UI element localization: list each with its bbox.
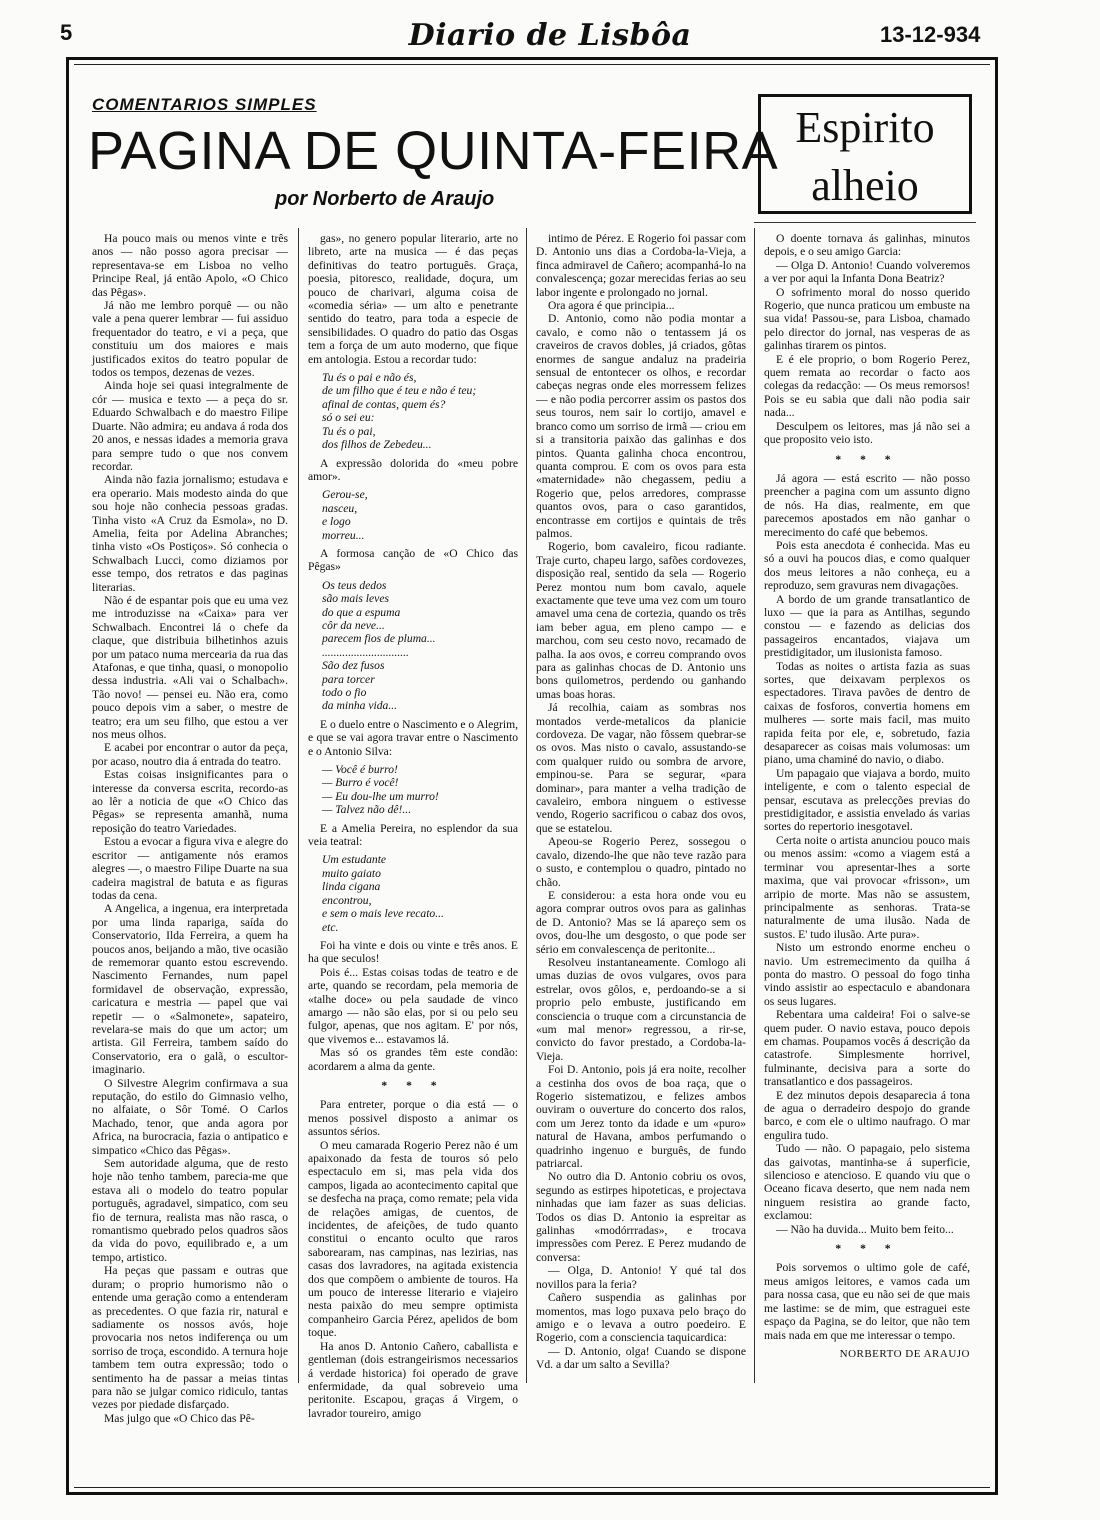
newspaper-title: Diario de Lisbôa (408, 18, 692, 53)
verse-line: — Eu dou-lhe um murro! (322, 789, 439, 803)
verse-line: de um filho que é teu e não é teu; (322, 384, 477, 398)
verse-line: Gerou-se, (322, 488, 368, 502)
verse-line: Um estudante (322, 853, 387, 867)
paragraph: — Olga D. Antonio! Cuando volveremos a ver por aqui la Infanta Dona Beatriz? (764, 258, 970, 286)
paragraph: Ha anos D. Antonio Cañero, caballista e gentleman (dois estrangeirismos necessarios á verdade historica) foi operado de grave enfermidade, da qual sobreveio uma peritonite. Escapou, graças á Virgem, o lavrador toureiro, amigo (308, 1339, 518, 1420)
paragraph: Já não me lembro porquê — ou não vale a pena querer lembrar — fui assiduo frequentador do teatro, e vi a peça, que constituiu um dos maiores e mais justificados exitos do teatro popular de todos os tempos, dezenas de vezes. (92, 299, 288, 380)
paragraph: A Angelica, a ingenua, era interpretada por uma linda rapariga, saída do Conservatorio, Ilda Ferreira, a quem ha poucos anos, beijando a mão, tive ocasião de rememorar quanto estou escrevendo. Nascimento Fernandes, num papel formidavel de observação, expressão, caricatura e mestria — papel que vai repetir — o «Salmonete», sapateiro, revelara-se mais do que um actor; um artista. Gil Ferreira, tambem saído do Conservatorio, era o galã, o escultor-imaginario. (92, 902, 288, 1077)
paragraph: Tudo — não. O papagaio, pelo sistema das gaivotas, mantinha-se á superficie, silencioso e atencioso. E quando viu que o Oceano ficava deserto, que nem nada nem ninguem resistira ao grande facto, exclamou: (764, 1142, 970, 1223)
verse-line: etc. (322, 920, 339, 934)
verse-line: só o sei eu: (322, 411, 375, 425)
verse-line: para torcer (322, 672, 375, 686)
paragraph: Sem autoridade alguma, que de resto hoje não tenho tambem, parecia-me que estava ali o modelo do teatro popular português, agradavel, simpatico, com seu fio de ternura, realista mas não rasca, o romantismo quebrado pelos quadros sãos da vida do povo, equilibrado e, a um tempo, artistico. (92, 1157, 288, 1264)
paragraph: gas», no genero popular literario, arte no libreto, arte na musica — é das peças definitivas do teatro português. Graça, poesia, pitoresco, realidade, doçura, um pouco de charivari, alguma coisa de «comedia séria» — um alto e penetrante sentido do teatro, para toda a especie de sensibilidades. O quadro do patio das Osgas tem a força de um auto moderno, que fique em antologia. Estou a recordar tudo: (308, 232, 518, 366)
verse-block (322, 763, 518, 817)
verse-line: morreu... (322, 528, 365, 542)
section-separator: * * * (381, 1078, 445, 1092)
verse-line: são mais leves (322, 592, 389, 606)
paragraph: Ora agora é que principia... (548, 299, 675, 313)
paragraph: Pois esta anecdota é conhecida. Mas eu só a ouvi ha poucos dias, e como qualquer dos meus leitores a não conheça, eu a reproduzo, sem gravuras nem divagações. (764, 538, 970, 593)
paragraph: Foi D. Antonio, pois já era noite, recolher a cestinha dos ovos de boa raça, que o Rogerio sistematizou, e felizes ambos ouviram o ouverture do concerto dos ralos, com um Jerez tonto da idade e um «puro» natural de Havana, ambos perfumando o quadrinho ingenuo e burguês, de fundo patriarcal. (536, 1063, 746, 1171)
verse-line: do que a espuma (322, 605, 401, 619)
verse-line: nasceu, (322, 501, 358, 515)
paragraph: Ha pouco mais ou menos vinte e três anos — não posso agora precisar — representava-se em Lisboa no velho Principe Real, já então Apolo, «O Chico das Pêgas». (92, 232, 288, 299)
paragraph: Não é de espantar pois que eu uma vez me introduzisse na «Caixa» para ver Schwalbach. Encontrei lá o chefe da claque, que distribuia bilhetinhos azuis por um pataco numa mercearia da rua das Atafonas, e que tinha, quasi, o monopolio dessa industria. «Ali vai o Schalbach». Tão novo! — pensei eu. Não era, como pouco depois vim a saber, o mestre de teatro; era um seu filho, que estou a ver nos meus olhos. (92, 593, 288, 742)
paragraph: O Silvestre Alegrim confirmava a sua reputação, do estilo do Gimnasio velho, no alfaiate, o Sôr Tomé. O Carlos Machado, tenor, que anda agora por Africa, na burocracia, fazia o antipatico e simpatico «Chico das Pêgas». (92, 1076, 288, 1157)
paragraph: Ha peças que passam e outras que duram; o proprio humorismo não o entende uma geração como a entenderam as precedentes. O que fazia rir, natural e sadiamente os nossos avós, hoje provocaria nos netos indiferença ou um sorriso de troça, escondido. A ternura hoje tambem tem outra expressão; todo o sentimento ha de passar a meias tintas para não se julgar comico ridiculo, tantas vezes por piedade disfarçado. (92, 1264, 288, 1412)
paragraph: O doente tornava ás galinhas, minutos depois, e o seu amigo Garcia: (764, 232, 970, 259)
paragraph: Já agora — está escrito — não posso preencher a pagina com um assunto digno de nós. Ha dias, realmente, em que parecemos apostados em não ganhar o merecimento do café que bebemos. (764, 471, 970, 539)
column-rule (526, 228, 527, 1383)
paragraph: — Não ha duvida... Muito bem feito... (776, 1222, 954, 1236)
paragraph: No outro dia D. Antonio cobriu os ovos, segundo as estirpes hipoteticas, e projectava ninhadas que iam fazer as suas delicias. Todos os dias D. Antonio ia espreitar as galinhas «modórrradas», e trocava impressões com Perez. E Perez mudando de conversa: (536, 1170, 746, 1264)
page-number: 5 (60, 20, 73, 45)
paragraph: Já recolhia, caiam as sombras nos montados verde-metalicos da planicie cordoveza. De vagar, não fôssem quebrar-se os ovos. Mas nisto o cavalo, assustando-se com qualquer ruido ou sombra de arvore, empinou-se. Para se segurar, «para dominar», para manter a velha tradição de cavaleiro, embora ninguem o estivesse vendo, Rogerio sacrificou o cabaz dos ovos, que se estatelou. (536, 701, 746, 835)
paragraph: A formosa canção de «O Chico das Pêgas» (308, 546, 518, 574)
issue-date: 13-12-934 (880, 22, 981, 47)
verse-block (322, 488, 518, 542)
article-column-3 (536, 232, 746, 1390)
verse-line: Tu és o pai, (322, 424, 376, 438)
verse-line: côr da neve... (322, 618, 385, 632)
paragraph: intimo de Pérez. E Rogerio foi passar com D. Antonio uns dias a Cordoba-la-Vieja, a finca admiravel de Cañero; acompanhá-lo na convalescença; gozar merecidas ferias ao seu labor ingente e prolongado no jornal. (536, 232, 746, 299)
paragraph: A bordo de um grande transatlantico de luxo — que ia para as Antilhas, segundo constou — e fazendo as delicias dos passageiros encantados, viajava um prestidigitador, um ilusionista famoso. (764, 592, 970, 660)
paragraph: Estas coisas insignificantes para o interesse da conversa escrita, recordo-as ao lêr a noticia de que «O Chico das Pêgas» se representa amanhã, numa reposição do teatro Variedades. (92, 768, 288, 835)
paragraph: Rogerio, bom cavaleiro, ficou radiante. Traje curto, chapeu largo, safões cordovezes, disposição real, sentido da sela — Rogerio Perez montou num bom cavalo, aquele exactamente que teve uma vez com um touro amavel uma cena de cortezia, quando os três iam beber agua, em pleno campo — e marchou, com seu cesto novo, recamado de palha. Ia aos ovos, e correu comprando ovos para as galinhas chocas de D. Antonio uns bons quilometros, perdendo ou ganhando umas boas horas. (536, 540, 746, 701)
verse-line: — Talvez não dê!... (322, 803, 412, 817)
author-signature: NORBERTO DE ARAUJO (839, 1347, 970, 1360)
verse-line: .............................. (322, 645, 409, 659)
article-byline: por Norberto de Araujo (275, 188, 495, 210)
section-separator: * * * (835, 1242, 899, 1256)
paragraph: Pois sorvemos o ultimo gole de café, meus amigos leitores, e vamos cada um para nossa casa, que eu não sei de que mais me lastime: se de mim, que estraguei este espaço da Pagina, se do leitor, que não tem mais nada em que me interessar o tempo. (764, 1261, 970, 1342)
paragraph: O sofrimento moral do nosso querido Rogerio, que nunca praticou um embuste na sua vida! Passou-se, para Lisboa, chamado pelo director do jornal, nas vesperas de as galinhas tirarem os pintos. (764, 285, 970, 353)
verse-line: — Você é burro! (322, 763, 398, 777)
article-column-1 (92, 232, 288, 1425)
verse-line: muito gaiato (322, 866, 381, 880)
paragraph: Ainda hoje sei quasi integralmente de cór — musica e texto — a peça do sr. Eduardo Schwalbach e do maestro Filipe Duarte. Não admira; eu andava á roda dos 20 anos, e nessas idades a memoria grava para sempre tudo o que nos convem recordar. (92, 379, 288, 473)
paragraph: — D. Antonio, olga! Cuando se dispone Vd. a dar um salto a Sevilla? (536, 1344, 746, 1372)
verse-block (322, 853, 518, 933)
paragraph: Desculpem os leitores, mas já não sei a que proposito veio isto. (764, 419, 970, 447)
paragraph: E dez minutos depois desaparecia á tona de agua o derradeiro despojo do grande barco, e com ele o ultimo naufrago. O mar engulira tudo. (764, 1088, 970, 1142)
article-column-2 (308, 232, 519, 1420)
paragraph: Nisto um estrondo enorme encheu o navio. Um estremecimento da quilha á ponta do mastro. O pessoal do fogo tinha vindo assistir ao espectaculo e abandonara os seus lugares. (764, 941, 970, 1008)
verse-line: afinal de contas, quem és? (322, 397, 446, 411)
sidebar-title-line-2: alheio (811, 161, 919, 210)
verse-line: Tu és o pai e não és, (322, 371, 417, 385)
verse-line: da minha vida... (322, 699, 398, 713)
sidebar-column (764, 232, 970, 1390)
verse-line: parecem fios de pluma... (322, 632, 436, 646)
paragraph: — Olga, D. Antonio! Y qué tal dos novillos para la feria? (536, 1264, 746, 1291)
paragraph: Estou a evocar a figura viva e alegre do escritor — antigamente nós eramos alegres —, o maestro Filipe Duarte na sua cadeira magistral de batuta e as figuras todas da cena. (92, 835, 288, 902)
paragraph: Mas julgo que «O Chico das Pê- (104, 1411, 255, 1425)
paragraph: Foi ha vinte e dois ou vinte e três anos. E ha que seculos! (308, 938, 518, 966)
paragraph: E o duelo entre o Nascimento e o Alegrim, e que se vai agora travar entre o Nascimento e o Antonio Silva: (308, 717, 519, 758)
verse-line: e sem o mais leve recato... (322, 907, 444, 921)
paragraph: O meu camarada Rogerio Perez não é um apaixonado da festa de touros só pelo espectaculo em si, mas pela vida dos campos, ligada ao acontecimento capital que se desfecha na praça, como remate; pela vida de relações amigas, de cuentos, de incidentes, de afeições, de tudo quanto constitui o encanto oculto que raros saborearam, nas campinas, nas lezirias, nas casas dos lavradores, na agitada existencia dos que compõem o ambiente de touros. Ha um pouco de interesse literario e viajeiro nesta paixão do meu sempre optimista companheiro Garcia Pérez, apelidos de bom toque. (308, 1138, 518, 1340)
paragraph: E é ele proprio, o bom Rogerio Perez, quem remata ao recordar o facto aos colegas da redacção: — Os meus remorsos! Pois se eu sabia que dali não podia sair nada... (764, 352, 970, 420)
verse-block (322, 371, 518, 451)
paragraph: Para entreter, porque o dia está — o menos possivel disposto a animar os assuntos sérios. (308, 1098, 518, 1139)
paragraph: Apeou-se Rogerio Perez, sossegou o cavalo, dizendo-lhe que não teve razão para o susto, e contemplou o quadro, pintado no chão. (536, 835, 746, 889)
verse-line: Os teus dedos (322, 578, 387, 592)
verse-line: linda cigana (322, 880, 381, 894)
paragraph: D. Antonio, como não podia montar a cavalo, e como não o tentassem já os craveiros de cravos dobles, já criados, gôtas enormes de sangue andaluz na pradeiria sensual de entontecer os olhos, e recordar cabeças negras onde eles morressem felizes — e não podia percorrer assim os pastos dos seus touros, nem sair lo cortijo, amavel e branco como um sorriso de irmã — criou em si a transitoria paixão das galinhas e dos pintos. Quanta galinha choca encontrou, quanta comprou. E com os ovos para esta «maternidade» não chegassem, pediu a Rogerio que, pelos arredores, comprasse quantos ovos, para o caso garantidos, encontrasse em cortijos e quintais de três palmos. (536, 312, 746, 540)
verse-line: — Burro é você! (322, 776, 399, 790)
paragraph: Rebentara uma caldeira! Foi o salve-se quem puder. O navio estava, pouco depois em chamas. Poupamos vocês á descrição da catastrofe. Simplesmente horrivel, fulminante, decisiva para a sorte do transatlantico e dos passageiros. (764, 1008, 970, 1089)
top-rule (74, 64, 990, 65)
verse-block (322, 579, 518, 713)
verse-line: São dez fusos (322, 659, 385, 673)
paragraph: Mas só os grandes têm este condão: acordarem a alma da gente. (308, 1046, 518, 1073)
verse-line: e logo (322, 515, 351, 529)
paragraph: Ainda não fazia jornalismo; estudava e era operario. Mais modesto ainda do que sou hoje não conhecia pessoas gradas. Tinha visto «A Cruz da Esmola», no D. Amelia, feita por Adelina Abranches; tinha visto «Os Postiços». Só conhecia o Schwalbach Lucci, como diziamos por esse tempo, dos retratos e das paginas literarias. (92, 473, 288, 594)
verse-line: todo o fio (322, 686, 367, 699)
paragraph: Todas as noites o artista fazia as suas sortes, que deixavam perplexos os espectadores. Tirava pavões de dentro de caixas de fosforos, convertia homens em mulheres — sorte mais facil, mas muito rapida feita por ele, e, sobretudo, fazia desaparecer as coisas mais volumosas: um piano, uma chaminé do navio, o diabo. (764, 659, 970, 767)
section-separator: * * * (835, 452, 899, 466)
bottom-rule (74, 1487, 990, 1488)
paragraph: E a Amelia Pereira, no esplendor da sua veia teatral: (308, 821, 518, 849)
column-rule (754, 228, 755, 1383)
paragraph: Pois é... Estas coisas todas de teatro e de arte, quando se recordam, pela memoria de «talhe doce» ou pela saudade de vinco amargo — não são elas, por si ou pelo seu fulgor, apenas, que nos agitam. E' por nós, que vivemos e... estavamos lá. (308, 965, 518, 1046)
paragraph: E considerou: a esta hora onde vou eu agora comprar outros ovos para as galinhas de D. Antonio? Mas se lá apareço sem os ovos, dou-lhe um desgosto, o que pode ser sério em convalescença de peritonite... (536, 888, 746, 956)
paragraph: Um papagaio que viajava a bordo, muito inteligente, e com o talento especial de pensar, escutava as prelecções previas do prestidigitador, e assistia envelado ás varias sortes do repertorio inesgotavel. (764, 766, 970, 834)
paragraph: E acabei por encontrar o autor da peça, por acaso, noutro dia á entrada do teatro. (92, 741, 288, 768)
paragraph: Cañero suspendia as galinhas por momentos, mas logo puxava pelo braço do amigo e o levava a outro poedeiro. E Rogerio, com a consciencia taquicardica: (536, 1291, 746, 1345)
paragraph: Resolveu instantaneamente. Comlogo ali umas duzias de ovos vulgares, ovos para estrelar, ovos gôlos, e, perdoando-se a si proprio pelo embuste, justificando em consciencia o truque com a circunstancia de «um mal menor» regressou, a rir-se, convicto do favor prestado, a Cordoba-la-Vieja. (536, 955, 746, 1063)
article-headline: PAGINA DE QUINTA-FEIRA (88, 121, 779, 181)
sidebar-rule (754, 222, 976, 223)
verse-line: encontrou, (322, 893, 372, 907)
sidebar-title-box (758, 94, 972, 214)
verse-line: dos filhos de Zebedeu... (322, 438, 432, 452)
column-rule (298, 228, 299, 1383)
section-kicker: COMENTARIOS SIMPLES (92, 95, 317, 114)
paragraph: Certa noite o artista anunciou pouco mais ou menos assim: «como a viagem está a terminar vou apresentar-lhes a sorte maxima, que vai provocar «frisson», um arripio de morte. Mas não se assustem, principalmente as senhoras. Trata-se naturalmente de uma ilusão. Nada de sustos. E' tudo ilusão. Arte pura». (764, 833, 970, 941)
sidebar-title-line-1: Espirito (795, 103, 935, 152)
paragraph: A expressão dolorida do «meu pobre amor». (308, 456, 518, 483)
